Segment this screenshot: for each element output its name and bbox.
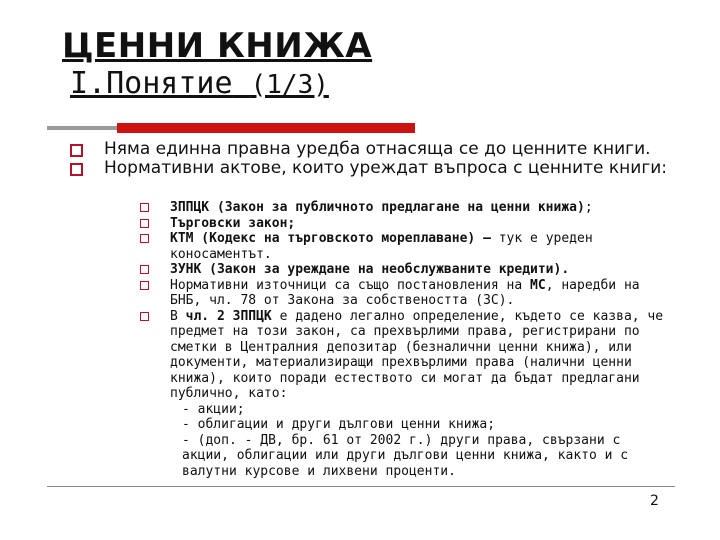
hollow-square-bullet-icon bbox=[70, 163, 83, 176]
list-item bbox=[140, 216, 668, 232]
definition-items bbox=[170, 402, 668, 480]
hollow-square-bullet-icon bbox=[140, 234, 149, 243]
bullet-text: , наредби на БНБ, чл. 78 от Закона за собствеността (ЗС). bbox=[170, 277, 640, 308]
bullet-bold-text: чл. 2 ЗППЦК bbox=[185, 308, 272, 324]
hollow-square-bullet-icon bbox=[140, 219, 149, 228]
bullet-bold-text: ЗУНК (Закон за уреждане на необслужваните кредити). bbox=[170, 262, 570, 277]
definition-item: - акции; bbox=[182, 401, 245, 417]
bullet-bold-text: Търговски закон; bbox=[170, 215, 296, 231]
title-accent-band bbox=[47, 123, 415, 133]
slide-title-block bbox=[62, 26, 702, 103]
definition-item: - (доп. - ДВ, бр. 61 от 2002 г.) други права, свързани с акции, облигации или други дългови ценни книжа, както и с валутни курсове и лихвени проценти. bbox=[182, 432, 629, 479]
bullet-bold-text: ЗППЦК (Закон за публичното предлагане на ценни книжа) bbox=[170, 200, 585, 215]
bullet-text: Няма единна правна уредба отнасяща се до ценните книги. bbox=[104, 139, 651, 159]
list-item bbox=[70, 159, 700, 178]
hollow-square-bullet-icon bbox=[140, 312, 149, 321]
hollow-square-bullet-icon bbox=[140, 203, 149, 212]
slide-subtitle bbox=[70, 66, 702, 103]
bullet-text: Нормативни източници са също постановления на bbox=[170, 277, 531, 293]
bullet-bold-text: МС bbox=[530, 277, 546, 293]
list-item bbox=[140, 200, 668, 216]
slide-title: ЦЕННИ КНИЖА bbox=[62, 26, 373, 66]
page-number: 2 bbox=[650, 493, 659, 509]
bullet-text: ; bbox=[584, 200, 593, 215]
hollow-square-bullet-icon bbox=[140, 281, 149, 290]
list-item bbox=[140, 278, 668, 309]
footer-divider bbox=[47, 486, 675, 487]
list-item bbox=[140, 231, 668, 262]
list-item bbox=[140, 262, 668, 278]
subtitle-part: (1/3) bbox=[250, 70, 329, 100]
accent-red-bar bbox=[117, 123, 415, 133]
list-item bbox=[70, 140, 700, 159]
hollow-square-bullet-icon bbox=[140, 265, 149, 274]
bullet-text: Нормативни актове, които уреждат въпроса с ценните книги: bbox=[104, 158, 668, 178]
list-item bbox=[140, 309, 668, 480]
bullet-bold-text: КТМ (Кодекс на търговското мореплаване) – bbox=[170, 231, 491, 246]
main-bullet-list bbox=[70, 140, 700, 178]
bullet-text: е дадено легално определение, където се казва, че предмет на този закон, са прехвърлими права, регистрирани по сметки в Централния депозитар (безналични ценни книжа), или документи, материализиращи прехвърлими права (налични ценни книжа), които поради естеството си могат да бъдат предлагани публично, като: bbox=[170, 308, 664, 401]
subtitle-text: I.Понятие bbox=[70, 66, 233, 101]
bullet-text: тук е уреден коносаментът. bbox=[170, 231, 593, 262]
bullet-text: В bbox=[170, 308, 186, 324]
hollow-square-bullet-icon bbox=[70, 144, 83, 157]
sub-bullet-list bbox=[140, 200, 668, 479]
definition-item: - облигации и други дългови ценни книжа; bbox=[182, 417, 496, 432]
